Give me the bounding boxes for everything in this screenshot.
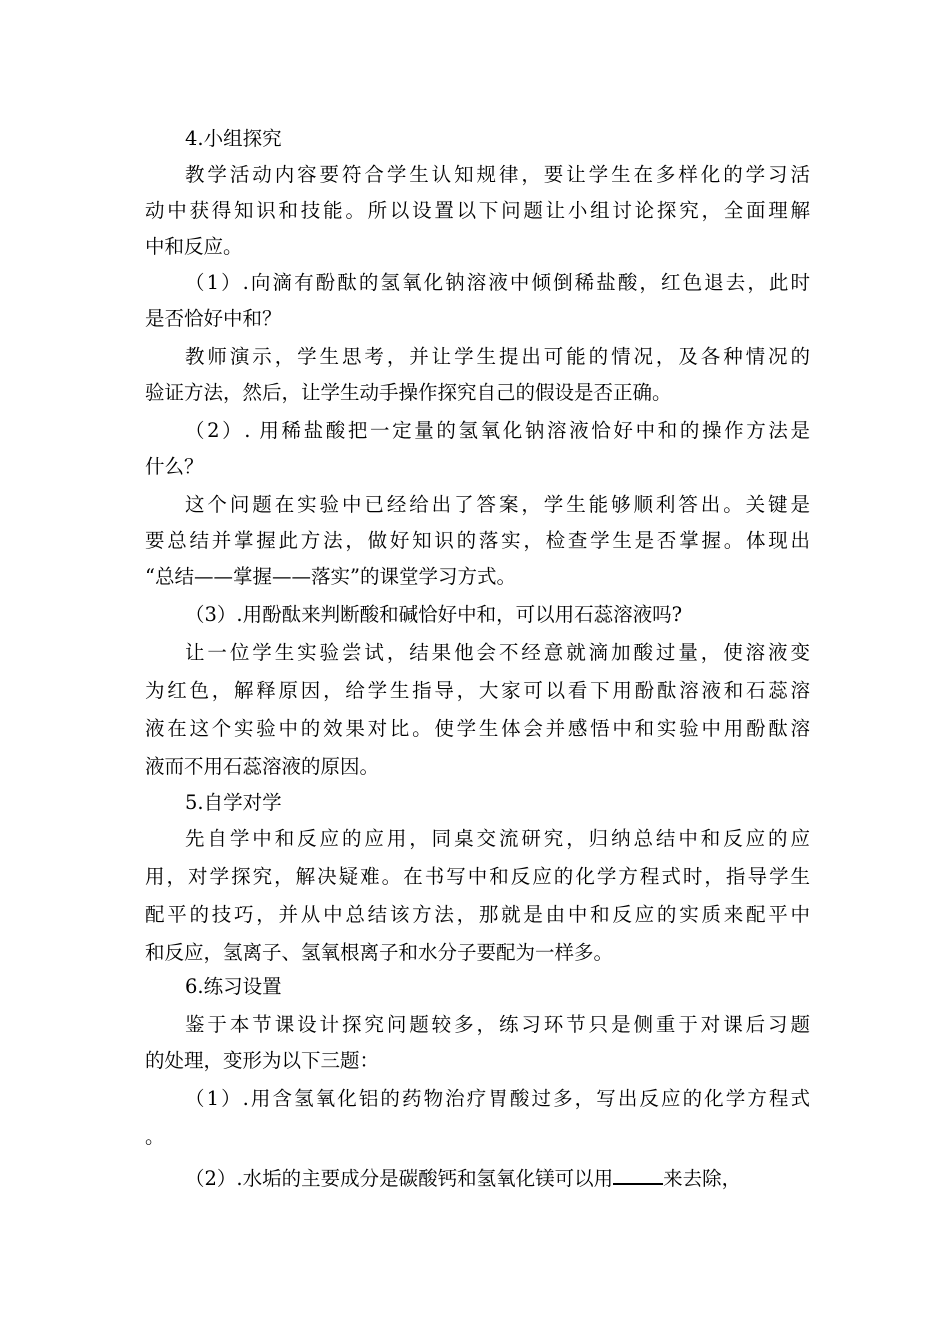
paragraph-line: 的处理，变形为以下三题： (145, 1049, 380, 1072)
question-1-line: （1）.向滴有酚酞的氢氧化钠溶液中倾倒稀盐酸，红色退去，此时 (185, 271, 810, 294)
question-2-line: 什么？ (145, 455, 204, 478)
paragraph-line: 教师演示，学生思考，并让学生提出可能的情况，及各种情况的 (185, 345, 810, 368)
paragraph-line: 要总结并掌握此方法，做好知识的落实，检查学生是否掌握。体现出 (145, 529, 810, 552)
exercise-2-line (185, 1163, 810, 1191)
paragraph-line: 为红色，解释原因，给学生指导，大家可以看下用酚酞溶液和石蕊溶 (145, 679, 810, 702)
paragraph-line: 配平的技巧，并从中总结该方法，那就是由中和反应的实质来配平中 (145, 903, 810, 926)
paragraph-line: 液而不用石蕊溶液的原因。 (145, 755, 380, 778)
paragraph-line: 动中获得知识和技能。所以设置以下问题让小组讨论探究，全面理解 (145, 199, 810, 222)
paragraph-line: 验证方法，然后，让学生动手操作探究自己的假设是否正确。 (145, 381, 672, 404)
exercise-2-text-end: 来去除， (663, 1167, 742, 1190)
heading-5: 5.自学对学 (185, 791, 282, 814)
heading-4: 4.小组探究 (185, 127, 282, 150)
paragraph-line: 先自学中和反应的应用，同桌交流研究，归纳总结中和反应的应 (185, 827, 810, 850)
question-2-line: （2）. 用稀盐酸把一定量的氢氧化钠溶液恰好中和的操作方法是 (185, 419, 810, 442)
paragraph-line: 鉴于本节课设计探究问题较多，练习环节只是侧重于对课后习题 (185, 1013, 810, 1036)
fill-in-blank (613, 1163, 663, 1185)
heading-6: 6.练习设置 (185, 975, 282, 998)
paragraph-line: 中和反应。 (145, 235, 243, 258)
exercise-1-line: 。 (145, 1125, 165, 1148)
paragraph-line: 和反应，氢离子、氢氧根离子和水分子要配为一样多。 (145, 941, 614, 964)
paragraph-line: 教学活动内容要符合学生认知规律，要让学生在多样化的学习活 (185, 163, 810, 186)
paragraph-line: 这个问题在实验中已经给出了答案，学生能够顺利答出。关键是 (185, 493, 810, 516)
exercise-1-line: （1）.用含氢氧化铝的药物治疗胃酸过多，写出反应的化学方程式 (185, 1087, 810, 1110)
question-3-line: （3）.用酚酞来判断酸和碱恰好中和，可以用石蕊溶液吗? (185, 603, 683, 626)
question-1-line: 是否恰好中和？ (145, 307, 282, 330)
paragraph-line: 液在这个实验中的效果对比。使学生体会并感悟中和实验中用酚酞溶 (145, 717, 810, 740)
exercise-2-text: （2）.水垢的主要成分是碳酸钙和氢氧化镁可以用 (185, 1167, 614, 1190)
paragraph-line: “总结——掌握——落实”的课堂学习方式。 (145, 565, 516, 588)
paragraph-line: 用，对学探究，解决疑难。在书写中和反应的化学方程式时，指导学生 (145, 865, 810, 888)
paragraph-line: 让一位学生实验尝试，结果他会不经意就滴加酸过量，使溶液变 (185, 641, 810, 664)
